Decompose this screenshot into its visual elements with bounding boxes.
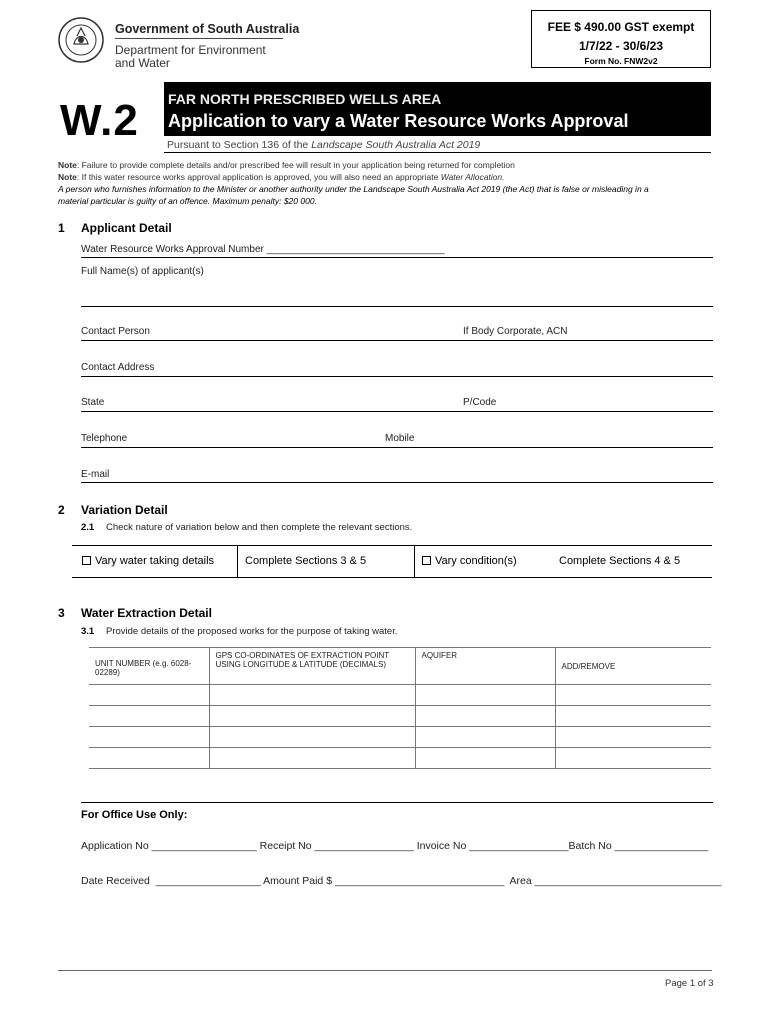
options-bottom-rule (72, 577, 712, 578)
email-label: E-mail (81, 469, 110, 480)
section3-number: 3 (58, 606, 65, 620)
contact-person-field[interactable] (81, 340, 713, 341)
section3-sub-number: 3.1 (81, 626, 95, 637)
government-title: Government of South Australia (115, 22, 300, 36)
department-name-line1: Department for Environment (115, 43, 266, 57)
option1-sections: Complete Sections 3 & 5 (245, 555, 367, 567)
approval-number-field[interactable]: Water Resource Works Approval Number ________________________________ (81, 244, 445, 255)
column-header-unit-number: UNIT NUMBER (e.g. 6028-02289) (89, 648, 209, 685)
table-row (89, 727, 711, 748)
telephone-field[interactable] (81, 447, 713, 448)
telephone-label: Telephone (81, 433, 128, 444)
table-cell[interactable] (89, 706, 209, 727)
table-cell[interactable] (415, 685, 555, 706)
options-top-rule (72, 545, 712, 546)
table-cell[interactable] (415, 748, 555, 769)
note-allocation (58, 172, 504, 182)
pursuant-prefix: Pursuant to Section 136 of the (167, 139, 312, 151)
table-header-row (89, 648, 711, 685)
section2-number: 2 (58, 503, 65, 517)
table-row (89, 685, 711, 706)
area-name: FAR NORTH PRESCRIBED WELLS AREA (168, 91, 442, 107)
table-cell[interactable] (89, 685, 209, 706)
footer-rule (58, 970, 712, 971)
column-header-gps: GPS CO-ORDINATES OF EXTRACTION POINT USING LONGITUDE & LATITUDE (DECIMALS) (209, 648, 415, 685)
checkbox-icon[interactable] (82, 556, 91, 565)
table-cell[interactable] (209, 685, 415, 706)
checkbox-icon[interactable] (422, 556, 431, 565)
fee-period: 1/7/22 - 30/6/23 (578, 39, 664, 53)
table-cell[interactable] (415, 727, 555, 748)
table-cell[interactable] (89, 727, 209, 748)
office-use-title: For Office Use Only: (81, 809, 188, 821)
form-number: Form No. FNW2v2 (584, 56, 658, 66)
title-banner (164, 82, 711, 136)
column-header-aquifer: AQUIFER (415, 648, 555, 685)
contact-address-field[interactable] (81, 376, 713, 377)
full-names-field[interactable] (81, 306, 713, 307)
table-cell[interactable] (555, 706, 711, 727)
south-australia-seal-icon (57, 14, 105, 66)
pursuant-text (167, 139, 480, 151)
mobile-label: Mobile (385, 433, 415, 444)
options-divider-1 (237, 545, 238, 577)
office-line-application: Application No __________________ Receipt No _________________ Invoice No _________________Batch No ________________ (81, 840, 709, 852)
section3-sub-text: Provide details of the proposed works for the purpose of taking water. (106, 626, 398, 637)
full-names-label: Full Name(s) of applicant(s) (81, 266, 204, 277)
fee-amount: FEE $ 490.00 GST exempt (547, 20, 695, 34)
option-vary-water-taking[interactable] (82, 555, 214, 567)
table-cell[interactable] (555, 685, 711, 706)
penalty-warning-line1: A person who furnishes information to the Minister or another authority under the Landscape South Australia Act 2019 (the Act) that is false or misleading in a (58, 184, 649, 194)
pursuant-divider (164, 152, 711, 153)
section2-title: Variation Detail (81, 503, 168, 517)
table-cell[interactable] (209, 727, 415, 748)
acn-label: If Body Corporate, ACN (463, 326, 568, 337)
note2-emphasis: Water Allocation. (440, 172, 505, 182)
option2-sections: Complete Sections 4 & 5 (559, 555, 681, 567)
column-header-add-remove: ADD/REMOVE (555, 648, 711, 685)
note-incomplete (58, 160, 515, 170)
option-vary-conditions[interactable] (422, 555, 517, 567)
section2-sub-number: 2.1 (81, 522, 95, 533)
form-code: W.2 (60, 96, 139, 145)
table-cell[interactable] (555, 748, 711, 769)
section1-title: Applicant Detail (81, 221, 172, 235)
department-name-line2: and Water (115, 56, 170, 70)
form-title: Application to vary a Water Resource Works Approval (168, 111, 629, 131)
section2-sub-text: Check nature of variation below and then complete the relevant sections. (106, 522, 413, 533)
option1-label: Vary water taking details (95, 555, 215, 567)
options-divider-2 (414, 545, 415, 577)
option2-label: Vary condition(s) (435, 555, 517, 567)
extraction-table (89, 647, 711, 769)
email-field[interactable] (81, 482, 713, 483)
table-cell[interactable] (555, 727, 711, 748)
table-cell[interactable] (209, 706, 415, 727)
section1-number: 1 (58, 221, 65, 235)
contact-address-label: Contact Address (81, 362, 155, 373)
fee-box (531, 10, 711, 68)
contact-person-label: Contact Person (81, 326, 150, 337)
office-top-rule (81, 802, 713, 803)
pursuant-act: Landscape South Australia Act 2019 (311, 139, 481, 151)
section3-title: Water Extraction Detail (81, 606, 212, 620)
note2-label: Note (58, 172, 77, 182)
table-row (89, 706, 711, 727)
table-cell[interactable] (209, 748, 415, 769)
page-number: Page 1 of 3 (665, 978, 714, 989)
header-divider (115, 38, 283, 39)
table-cell[interactable] (89, 748, 209, 769)
note2-text: : If this water resource works approval application is approved, you will also need an appropriate (76, 172, 441, 182)
penalty-warning-line2: material particular is guilty of an offence. Maximum penalty: $20 000. (58, 196, 317, 206)
approval-number-rule (81, 257, 713, 258)
state-label: State (81, 397, 105, 408)
postcode-label: P/Code (463, 397, 497, 408)
state-field[interactable] (81, 411, 713, 412)
note1-label: Note (58, 160, 77, 170)
office-line-date: Date Received __________________ Amount Paid $ _____________________________ Area ________________________________ (81, 875, 722, 887)
table-cell[interactable] (415, 706, 555, 727)
note1-text: : Failure to provide complete details and/or prescribed fee will result in your application being returned for completion (76, 160, 515, 170)
table-row (89, 748, 711, 769)
